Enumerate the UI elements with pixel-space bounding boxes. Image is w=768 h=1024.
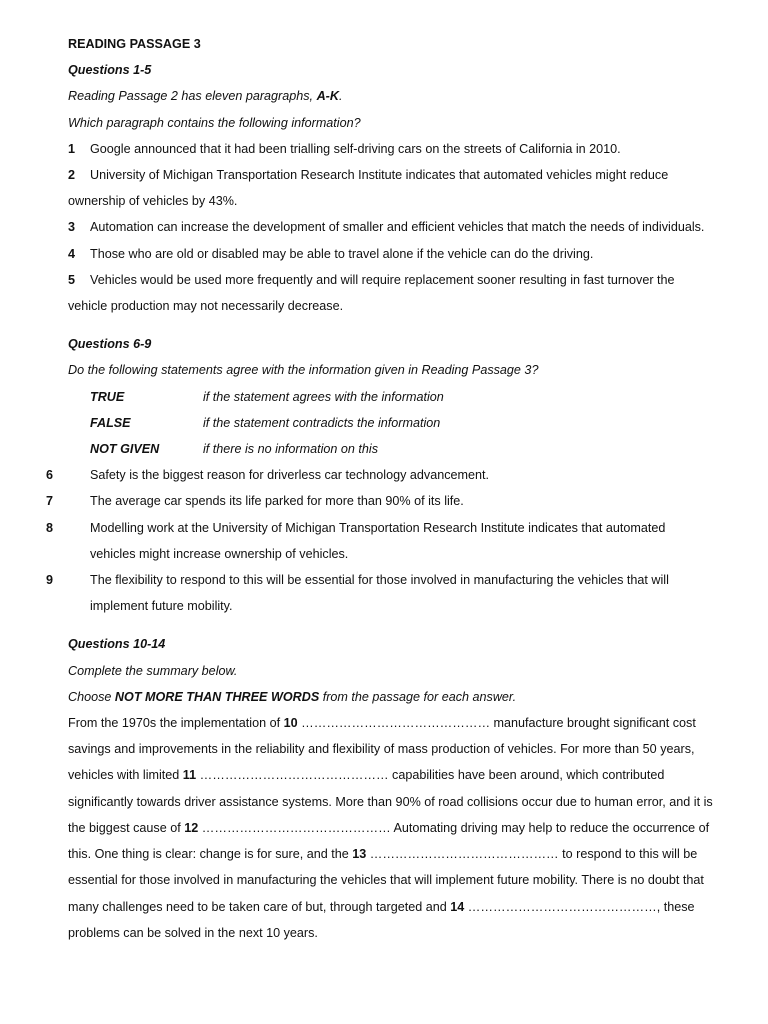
question-text: The average car spends its life parked for more than 90% of its life.: [90, 494, 464, 509]
summary-text: to respond to this will be essential for those involved in manufacturing the vehicles that will implement future mobility. There is no doubt that many challenges need to be taken care of but, through targeted and: [68, 847, 704, 914]
question-item-4: [68, 241, 718, 267]
answer-option-not-given: [68, 436, 718, 462]
question-text: Google announced that it had been trialling self-driving cars on the streets of California in 2010.: [90, 141, 621, 156]
question-item-1: [68, 136, 718, 162]
question-item-7: [46, 488, 718, 514]
question-number: 4: [68, 246, 76, 261]
gap-number-12: 12: [184, 820, 199, 835]
section-title-q1-5: Questions 1-5: [68, 63, 152, 78]
gap-number-10: 10: [283, 716, 298, 731]
question-prompt-q1-5: Which paragraph contains the following information?: [68, 115, 361, 130]
instruction-end: from the passage for each answer.: [319, 689, 517, 704]
answer-blank-11[interactable]: ………………………………………: [199, 768, 389, 783]
question-number: 3: [68, 220, 76, 235]
instruction-word-limit: [68, 684, 718, 710]
question-text: University of Michigan Transportation Research Institute indicates that automated vehicles might reduce ownership of vehicles by 43%.: [68, 168, 669, 209]
instruction-end: .: [338, 89, 343, 104]
answer-option-false: [68, 410, 718, 436]
question-text: The flexibility to respond to this will be essential for those involved in manufacturing the vehicles that will implement future mobility.: [90, 573, 669, 614]
question-item-8: [46, 515, 710, 567]
question-number: 5: [68, 272, 76, 287]
question-text: Those who are old or disabled may be able to travel alone if the vehicle can do the driving.: [90, 246, 594, 261]
answer-blank-14[interactable]: ………………………………………: [467, 899, 657, 914]
question-text: Vehicles would be used more frequently and will require replacement sooner resulting in fast turnover the vehicle production may not necessarily decrease.: [68, 272, 675, 314]
summary-text: , these problems can be solved in the next 10 years.: [68, 899, 695, 940]
option-term: NOT GIVEN: [90, 442, 160, 457]
section-title-q6-9: Questions 6-9: [68, 337, 152, 352]
option-term: TRUE: [90, 389, 125, 404]
answer-blank-10[interactable]: ………………………………………: [301, 716, 491, 731]
summary-text: manufacture brought significant cost savings and improvements in the reliability and flexibility of mass production of vehicles. For more than 50 years, vehicles with limited: [68, 716, 696, 783]
question-text: Modelling work at the University of Michigan Transportation Research Institute indicates that automated vehicles might increase ownership of vehicles.: [90, 520, 666, 561]
gap-number-13: 13: [352, 847, 367, 862]
word-limit: NOT MORE THAN THREE WORDS: [114, 689, 320, 704]
summary-text: capabilities have been around, which contributed significantly towards driver assistance systems. More than 90% of road collisions occur due to human error, and it is the biggest cause of: [68, 768, 713, 835]
document-page: [46, 31, 718, 946]
question-item-2: [68, 162, 678, 214]
option-term: FALSE: [90, 415, 131, 430]
answer-option-true: [68, 384, 718, 410]
question-item-9: [46, 567, 715, 619]
paragraph-range: A-K: [316, 89, 339, 104]
section-title-q10-14: Questions 10-14: [68, 637, 166, 652]
question-text: Safety is the biggest reason for driverless car technology advancement.: [90, 468, 490, 483]
option-description: if the statement contradicts the information: [203, 415, 441, 430]
answer-blank-13[interactable]: ………………………………………: [369, 847, 559, 862]
question-item-5: [68, 267, 688, 319]
answer-blank-12[interactable]: ………………………………………: [201, 820, 391, 835]
summary-text: From the 1970s the implementation of: [68, 716, 284, 731]
instruction-text: Choose: [68, 689, 115, 704]
question-number: 6: [46, 468, 54, 483]
instruction-text: Reading Passage 2 has eleven paragraphs,: [68, 89, 317, 104]
question-item-3: [68, 214, 718, 240]
question-number: 8: [46, 520, 54, 535]
question-number: 9: [46, 573, 54, 588]
instruction-q6-9: Do the following statements agree with the information given in Reading Passage 3?: [68, 363, 539, 378]
question-number: 7: [46, 494, 54, 509]
option-description: if the statement agrees with the information: [203, 389, 444, 404]
gap-number-14: 14: [450, 899, 465, 914]
question-text: Automation can increase the development of smaller and efficient vehicles that match the needs of individuals.: [90, 220, 705, 235]
option-description: if there is no information on this: [203, 442, 379, 457]
question-item-6: [46, 462, 718, 488]
instruction-q1-5: [68, 83, 718, 109]
summary-paragraph: [68, 710, 718, 946]
question-number: 1: [68, 141, 76, 156]
summary-text: Automating driving may help to reduce the occurrence of this. One thing is clear: change is for sure, and the: [68, 820, 710, 862]
question-number: 2: [68, 168, 76, 183]
instruction-complete-summary: Complete the summary below.: [68, 663, 238, 678]
passage-heading: READING PASSAGE 3: [68, 37, 201, 51]
gap-number-11: 11: [182, 768, 197, 783]
